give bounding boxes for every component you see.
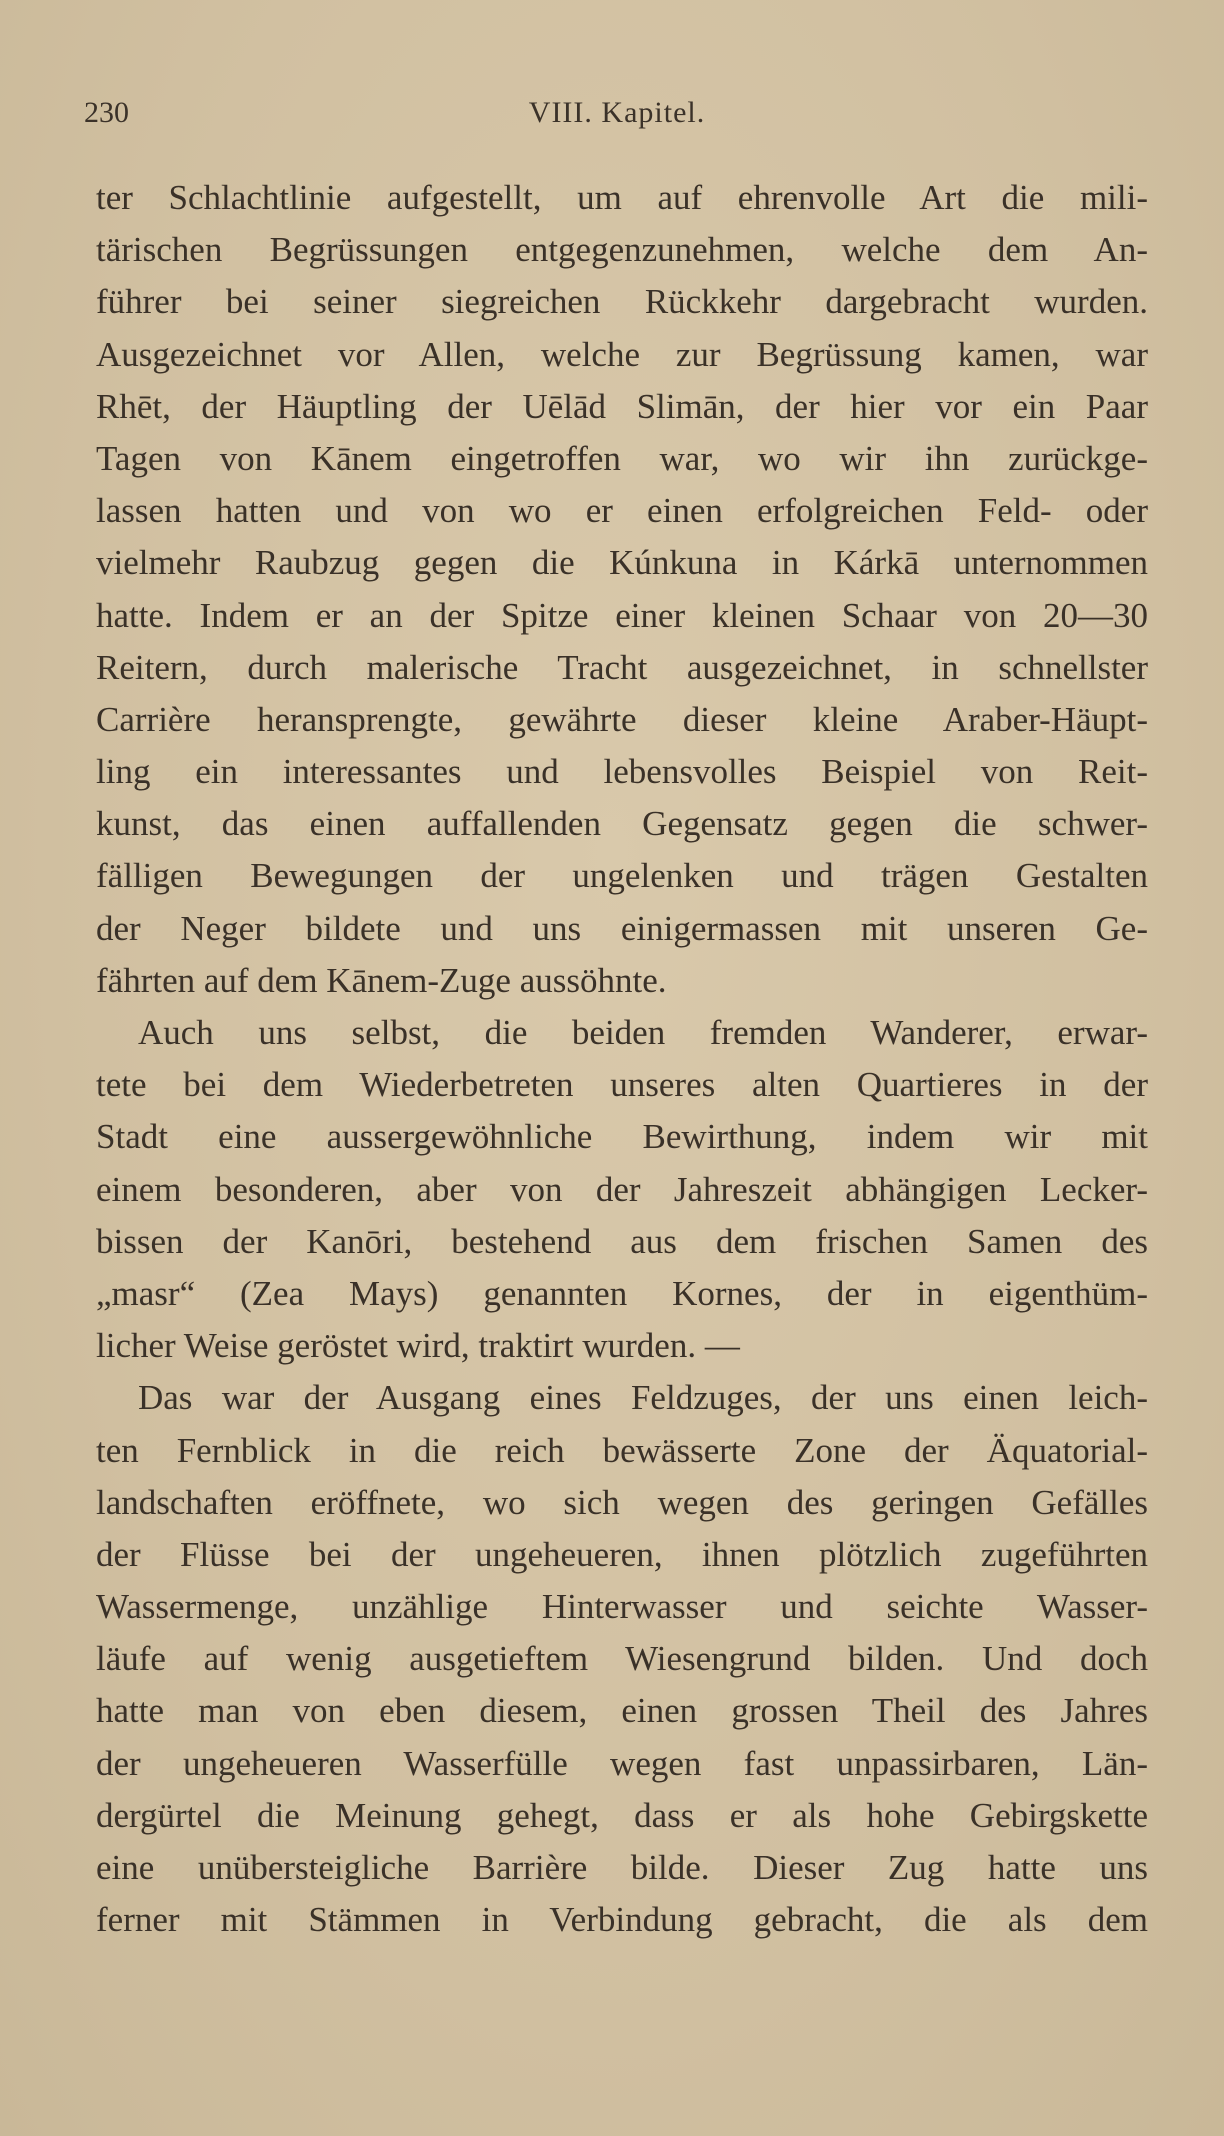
running-head [84,96,1150,136]
body-text [96,172,1148,1946]
text-line: ten Fernblick in die reich bewässerte Zone der Äquatorial- [96,1430,1148,1470]
text-line: führer bei seiner siegreichen Rückkehr dargebracht wurden. [96,282,1148,322]
text-line: Tagen von Kānem eingetroffen war, wo wir ihn zurückge- [96,438,1148,478]
text-line: hatte man von eben diesem, einen grossen Theil des Jahres [96,1691,1148,1731]
text-line: kunst, das einen auffallenden Gegensatz gegen die schwer- [96,804,1148,844]
text-line: tete bei dem Wiederbetreten unseres alten Quartieres in der [96,1065,1148,1105]
text-line: eine unübersteigliche Barrière bilde. Dieser Zug hatte uns [96,1848,1148,1887]
text-line: fährten auf dem Kānem-Zuge aussöhnte. [96,960,667,1000]
text-line: landschaften eröffnete, wo sich wegen des geringen Gefälles [96,1482,1148,1522]
text-line: Auch uns selbst, die beiden fremden Wanderer, erwar- [138,1013,1148,1052]
page-number: 230 [84,96,129,129]
text-line: der ungeheueren Wasserfülle wegen fast unpassirbaren, Län- [96,1743,1148,1783]
text-line: Reitern, durch malerische Tracht ausgezeichnet, in schnellster [96,647,1148,687]
text-line: lassen hatten und von wo er einen erfolgreichen Feld- oder [96,491,1148,531]
text-line: ling ein interessantes und lebensvolles Beispiel von Reit- [96,752,1148,792]
text-line: licher Weise geröstet wird, traktirt wurden. — [96,1326,740,1366]
text-line: tärischen Begrüssungen entgegenzunehmen, welche dem An- [96,230,1148,270]
chapter-title: VIII. Kapitel. [528,96,706,129]
text-line: läufe auf wenig ausgetieftem Wiesengrund bilden. Und doch [96,1639,1148,1679]
text-line: „masr“ (Zea Mays) genannten Kornes, der in eigenthüm- [96,1273,1148,1313]
text-line: ter Schlachtlinie aufgestellt, um auf ehrenvolle Art die mili- [96,178,1148,217]
text-line: der Flüsse bei der ungeheueren, ihnen plötzlich zugeführten [96,1534,1148,1574]
text-line: Das war der Ausgang eines Feldzuges, der uns einen leich- [138,1378,1148,1418]
text-line: einem besonderen, aber von der Jahreszeit abhängigen Lecker- [96,1169,1148,1209]
text-line: Ausgezeichnet vor Allen, welche zur Begrüssung kamen, war [96,334,1148,374]
text-line: der Neger bildete und uns einigermassen mit unseren Ge- [96,908,1148,948]
text-line: Wassermenge, unzählige Hinterwasser und seichte Wasser- [96,1587,1148,1627]
text-line: Rhēt, der Häuptling der Uēlād Slimān, der hier vor ein Paar [96,386,1148,426]
text-line: Carrière heransprengte, gewährte dieser kleine Araber-Häupt- [96,699,1148,739]
text-line: Stadt eine aussergewöhnliche Bewirthung, indem wir mit [96,1117,1148,1157]
text-line: bissen der Kanōri, bestehend aus dem frischen Samen des [96,1221,1148,1261]
text-line: ferner mit Stämmen in Verbindung gebracht, die als dem [96,1900,1148,1940]
text-line: vielmehr Raubzug gegen die Kúnkuna in Kárkā unternommen [96,543,1148,583]
text-line: fälligen Bewegungen der ungelenken und trägen Gestalten [96,856,1148,896]
text-line: dergürtel die Meinung gehegt, dass er als hohe Gebirgskette [96,1795,1148,1835]
text-line: hatte. Indem er an der Spitze einer kleinen Schaar von 20—30 [96,595,1148,635]
